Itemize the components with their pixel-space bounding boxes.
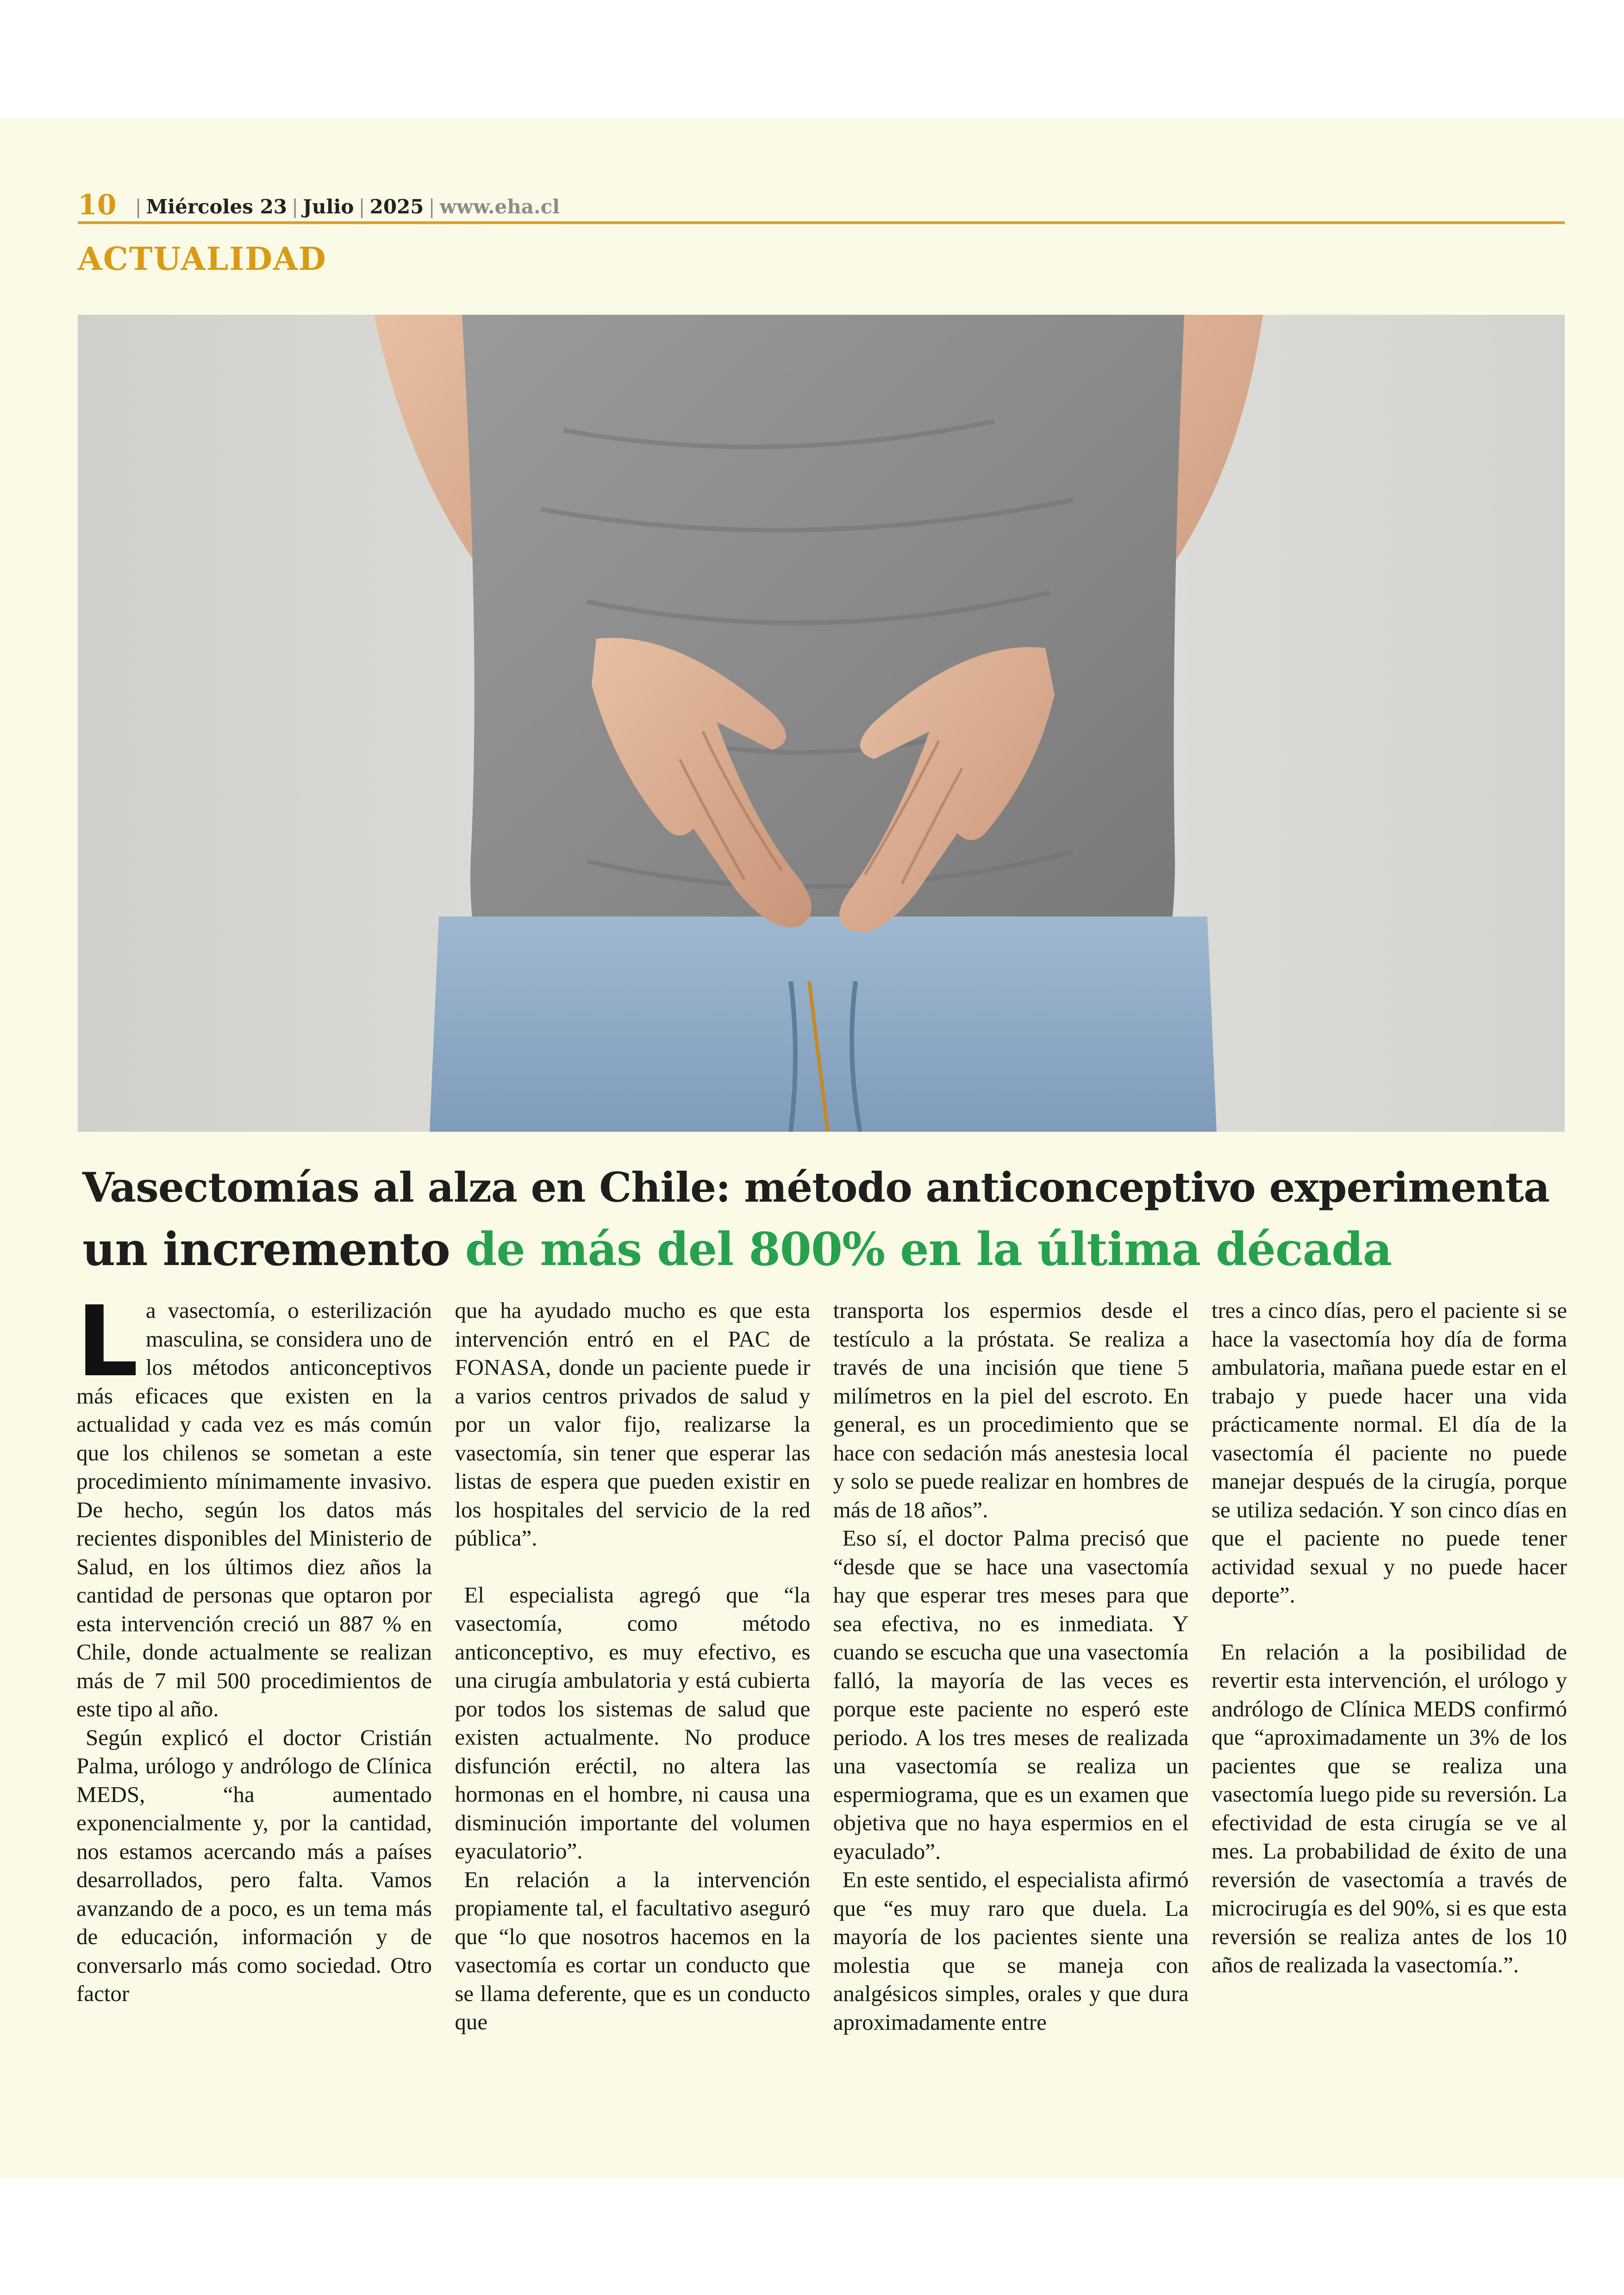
paragraph: Según explicó el doctor Cristián Palma, urólogo y andrólogo de Clínica MEDS, “ha aumentado exponencialmente y, por la cantidad, nos estamos acercando más a países desarrollados, pero falta. Vamos avanzando de a poco, es un tema más de educación, información y de conversarlo más como sociedad. Otro factor	[76, 1724, 432, 2006]
headline-green-part: de más del 800% en la última década	[450, 1223, 1392, 1276]
paragraph-text: a vasectomía, o esterilización masculina, se considera uno de los métodos anticonceptivos más eficaces que existen en la actualidad y cada vez es más común que los chilenos se sometan a este procedimiento mínimamente invasivo. De hecho, según los datos más recientes disponibles del Ministerio de Salud, en los últimos diez años la cantidad de personas que optaron por esta intervención creció un 887 % en Chile, donde actualmente se realizan más de 7 mil 500 procedimientos de este tipo al año.	[76, 1297, 432, 1721]
headline-line-2	[82, 1217, 1564, 1282]
header-separator: |	[428, 195, 435, 218]
drop-cap: L	[76, 1285, 138, 1398]
article-photo	[78, 315, 1565, 1132]
paragraph: El especialista agregó que “la vasectomía, como método anticonceptivo, es muy efectivo, es una cirugía ambulatoria y está cubierta por todos los sistemas de salud que existen actualmente. No produce disfunción eréctil, no altera las hormonas en el hombre, ni causa una disminución importante del volumen eyaculatorio”.	[455, 1582, 811, 1864]
header-separator: |	[291, 195, 299, 218]
paragraph: que ha ayudado mucho es que esta intervención entró en el PAC de FONASA, donde un paciente puede ir a varios centros privados de salud y por un valor fijo, realizarse la vasectomía, sin tener que esperar las listas de espera que pueden existir en los hospitales del servicio de la red pública”.	[455, 1297, 811, 1551]
paragraph: En relación a la intervención propiamente tal, el facultativo aseguró que “lo que nosotros hacemos en la vasectomía es cortar un conducto que se llama deferente, que es un conducto que	[455, 1866, 811, 2034]
header-date-day: Miércoles 23	[146, 195, 287, 218]
section-label: ACTUALIDAD	[78, 241, 327, 278]
paragraph: En este sentido, el especialista afirmó que “es muy raro que duela. La mayoría de los pacientes siente una molestia que se maneja con analgésicos simples, orales y que dura aproximadamente entre	[833, 1867, 1189, 2035]
header-website-link[interactable]: www.eha.cl	[439, 195, 560, 218]
header-date-year: 2025	[369, 195, 424, 218]
page-number: 10	[78, 189, 117, 221]
paragraph: Eso sí, el doctor Palma precisó que “desde que se hace una vasectomía hay que esperar tres meses para que sea efectiva, no es inmediata. Y cuando se escucha que una vasectomía falló, la mayoría de las veces es porque este paciente no esperó este periodo. A los tres meses de realizada una vasectomía se realiza un espermiograma, que es un examen que objetiva que no haya espermios en el eyaculado”.	[833, 1525, 1189, 1864]
page-header	[78, 184, 1565, 224]
headline	[82, 1157, 1564, 1282]
article-column-1	[76, 1285, 432, 2106]
article-column-2	[455, 1296, 810, 2106]
paragraph: En relación a la posibilidad de revertir esta intervención, el urólogo y andrólogo de Clínica MEDS confirmó que “aproximadamente un 3% de los pacientes que se realiza una vasectomía luego pide su reversión. La efectividad de esta cirugía se ve al mes. La probabilidad de éxito de una reversión de vasectomía a través de microcirugía es del 90%, si es que esta reversión se realiza antes de los 10 años de realizada la vasectomía.”.	[1211, 1639, 1567, 1977]
torso-illustration	[78, 315, 1565, 1132]
headline-dark-part: un incremento	[82, 1223, 450, 1276]
header-date-month: Julio	[303, 195, 354, 218]
paragraph	[76, 1285, 432, 1723]
headline-line-1: Vasectomías al alza en Chile: método anticonceptivo experimenta	[82, 1163, 1549, 1211]
paragraph: tres a cinco días, pero el paciente si se hace la vasectomía hoy día de forma ambulatoria, mañana puede estar en el trabajo y puede hacer una vida prácticamente normal. El día de la vasectomía él paciente no puede manejar después de la cirugía, porque se utiliza sedación. Y son cinco días en que el paciente no puede tener actividad sexual y no puede hacer deporte”.	[1211, 1297, 1567, 1608]
header-separator: |	[135, 195, 142, 218]
header-separator: |	[358, 195, 365, 218]
article-column-4	[1212, 1296, 1567, 2106]
article-body	[76, 1285, 1567, 2106]
article-column-3	[833, 1296, 1189, 2106]
paragraph: transporta los espermios desde el testículo a la próstata. Se realiza a través de una incisión que tiene 5 milímetros en la piel del escroto. En general, es un procedimiento que se hace con sedación más anestesia local y solo se puede realizar en hombres de más de 18 años”.	[833, 1297, 1189, 1522]
